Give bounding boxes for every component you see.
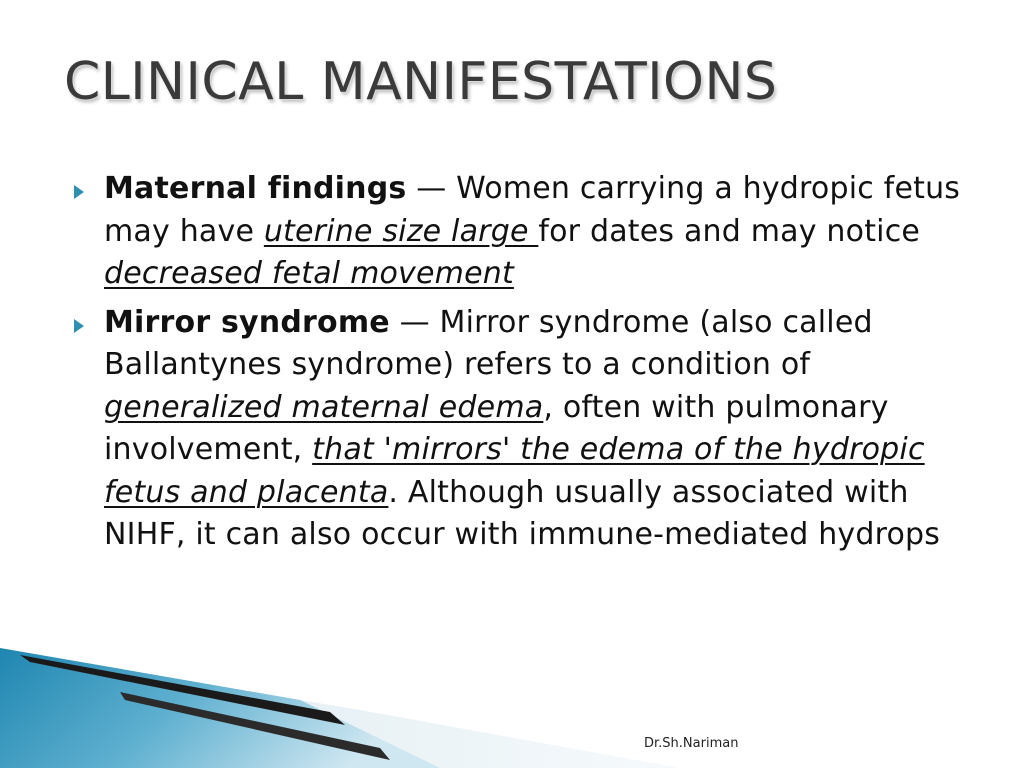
bullet-text-segment: , often with pulmonary involvement, xyxy=(104,389,889,467)
bullet-text-segment: . Although usually associated with NIHF, it can also occur with immune-mediated hydrops xyxy=(104,474,941,552)
emphasized-phrase: decreased fetal movement xyxy=(104,256,514,291)
slide-title: CLINICAL MANIFESTATIONS xyxy=(64,52,778,112)
triangle-bullet-icon xyxy=(74,185,84,199)
bullet-item-mirror-syndrome xyxy=(72,302,962,557)
author-footer: Dr.Sh.Nariman xyxy=(644,736,739,751)
bullet-text xyxy=(104,168,962,296)
bullet-term: Mirror syndrome xyxy=(104,304,390,340)
emphasized-phrase: uterine size large xyxy=(263,213,539,249)
bullet-text-segment: — Mirror syndrome (also called Ballantynes syndrome) refers to a condition of xyxy=(104,304,873,382)
bullet-list xyxy=(72,168,962,563)
bullet-text-segment: for dates and may notice xyxy=(538,213,921,249)
emphasized-phrase: generalized maternal edema xyxy=(104,389,544,425)
triangle-bullet-icon xyxy=(74,319,84,333)
bullet-text-segment: — Women carrying a hydropic fetus may have xyxy=(104,171,961,249)
bullet-item-maternal-findings xyxy=(72,168,962,296)
bullet-term: Maternal findings xyxy=(104,171,407,206)
emphasized-phrase: that 'mirrors' the edema of the hydropic fetus and placenta xyxy=(104,432,925,510)
bullet-text xyxy=(104,302,962,557)
